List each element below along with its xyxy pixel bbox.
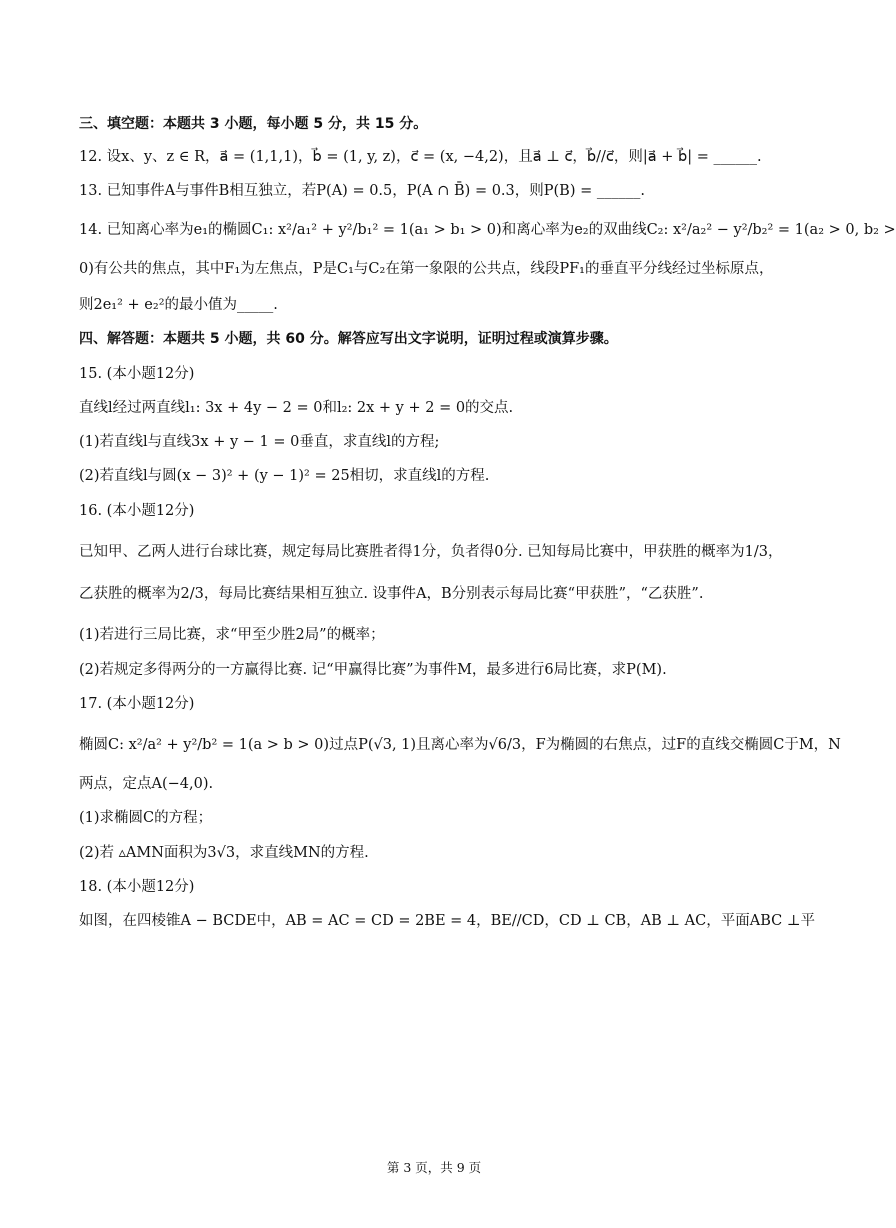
question-16-part2: (2)若规定多得两分的一方赢得比赛. 记“甲赢得比赛”为事件M，最多进行6局比赛，求P(M). [79, 662, 667, 678]
question-17-stem1: 椭圆C: x²/a² + y²/b² = 1(a > b > 0)过点P(√3, 1)且离心率为√6/3，F为椭圆的右焦点，过F的直线交椭圆C于M，N [79, 737, 841, 753]
question-18-stem1: 如图，在四棱锥A − BCDE中，AB = AC = CD = 2BE = 4，BE//CD，CD ⊥ CB，AB ⊥ AC，平面ABC ⊥平 [79, 913, 815, 929]
section3-heading: 三、填空题：本题共 3 小题，每小题 5 分，共 15 分。 [79, 116, 428, 132]
question-15-part1: (1)若直线l与直线3x + y − 1 = 0垂直，求直线l的方程; [79, 434, 440, 450]
question-17-stem2: 两点，定点A(−4,0). [79, 776, 214, 792]
question-14-line3: 则2e₁² + e₂²的最小值为_____. [79, 297, 278, 313]
question-14-line2: 0)有公共的焦点，其中F₁为左焦点，P是C₁与C₂在第一象限的公共点，线段PF₁的垂直平分线经过坐标原点， [79, 261, 774, 277]
section4-heading: 四、解答题：本题共 5 小题，共 60 分。解答应写出文字说明，证明过程或演算步骤。 [79, 331, 618, 347]
question-15-stem: 直线l经过两直线l₁: 3x + 4y − 2 = 0和l₂: 2x + y + 2 = 0的交点. [79, 400, 514, 416]
question-16-part1: (1)若进行三局比赛，求“甲至少胜2局”的概率； [79, 627, 385, 643]
question-13: 13. 已知事件A与事件B相互独立，若P(A) = 0.5，P(A ∩ B̄) = 0.3，则P(B) = ______. [79, 183, 645, 199]
page-footer: 第 3 页，共 9 页 [386, 1160, 482, 1175]
question-17-part1: (1)求椭圆C的方程； [79, 810, 213, 826]
question-12: 12. 设x、y、z ∈ R，a⃗ = (1,1,1)，b⃗ = (1, y, z)，c⃗ = (x, −4,2)，且a⃗ ⊥ c⃗，b⃗//c⃗，则|a⃗ + b⃗| = ______. [79, 149, 762, 165]
question-16-stem2: 乙获胜的概率为2/3，每局比赛结果相互独立. 设事件A，B分别表示每局比赛“甲获胜”，“乙获胜”. [79, 586, 704, 602]
question-17-part2: (2)若 ▵AMN面积为3√3，求直线MN的方程. [79, 845, 369, 861]
question-16-title: 16. (本小题12分) [79, 503, 195, 519]
question-15-title: 15. (本小题12分) [79, 366, 195, 382]
question-18-title: 18. (本小题12分) [79, 879, 195, 895]
question-17-title: 17. (本小题12分) [79, 696, 195, 712]
question-14-line1: 14. 已知离心率为e₁的椭圆C₁: x²/a₁² + y²/b₁² = 1(a₁ > b₁ > 0)和离心率为e₂的双曲线C₂: x²/a₂² − y²/b₂² = 1(a₂ > 0, b₂ > [79, 222, 896, 238]
question-16-stem1: 已知甲、乙两人进行台球比赛，规定每局比赛胜者得1分，负者得0分. 已知每局比赛中，甲获胜的概率为1/3， [79, 544, 783, 560]
question-15-part2: (2)若直线l与圆(x − 3)² + (y − 1)² = 25相切，求直线l的方程. [79, 468, 490, 484]
